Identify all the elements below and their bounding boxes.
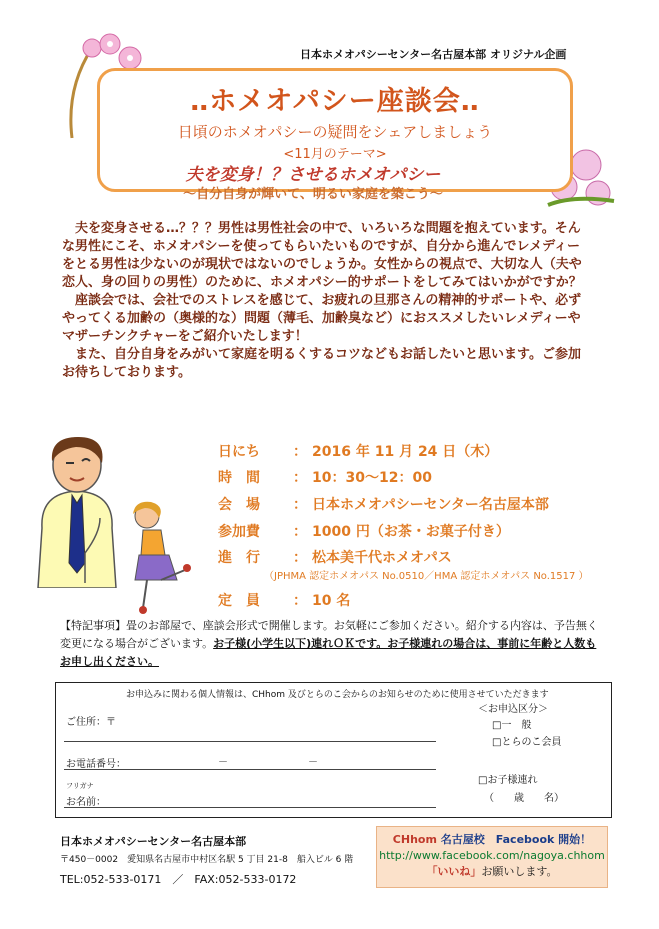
option-member[interactable]: □とらのこ会員 — [492, 737, 562, 748]
footer-address: 〒450－0002 愛知県名古屋市中村区名駅 5 丁目 21-8 船入ビル 6 階 — [60, 855, 354, 865]
detail-colon: ： — [293, 470, 307, 486]
facebook-box — [376, 826, 608, 888]
special-notes — [60, 617, 600, 671]
woman-illustration — [125, 500, 200, 615]
category-title: ＜お申込区分＞ — [478, 704, 548, 715]
detail-value: 松本美千代ホメオパス — [312, 550, 452, 566]
like-rest: お願いします。 — [481, 865, 558, 878]
furigana-label: フリガナ — [66, 782, 94, 790]
body-paragraph: 夫を変身させる…？？？男性は男性社会の中で、いろいろな問題を抱えています。そんな男性にこそ、ホメオパシーを使ってもらいたいものですが、自分から進んでレメディーをとる男性は少ないのが現状ではないのでしょうか。女性からの視点で、大切な人（夫や恋人、身の回りの男性）のために、ホメオパシー的サポートをしてみてはいかがですか？ — [62, 221, 582, 290]
event-subtitle: 日頃のホメオパシーの疑問をシェアしましょう — [177, 123, 493, 141]
name-line[interactable] — [64, 807, 436, 808]
body-paragraph: また、自分自身をみがいて家庭を明るくするコツなどもお話したいと思います。ご参加お待ちしております。 — [62, 347, 581, 380]
detail-value: 日本ホメオパシーセンター名古屋本部 — [312, 497, 549, 513]
organization-header: 日本ホメオパシーセンター名古屋本部 オリジナル企画 — [300, 48, 567, 61]
kids-age-count: （ 歳 名） — [484, 793, 564, 804]
address-line[interactable] — [64, 741, 436, 742]
phone-line[interactable] — [64, 769, 436, 770]
body-paragraph: 座談会では、会社でのストレスを感じて、お疲れの旦那さんの精神的サポートや、必ずやってくる加齢の（奥様的な）問題（薄毛、加齢臭など）におススメしたいレメディーやマザーチンクチャーをご紹介いたします！ — [62, 293, 582, 344]
facebook-url-link[interactable]: http://www.facebook.com/nagoya.chhom — [379, 849, 605, 862]
footer-contact — [60, 832, 353, 889]
detail-venue — [218, 494, 549, 514]
like-word: 「いいね」 — [426, 865, 482, 878]
detail-label: 進 行 — [218, 550, 260, 566]
facebook-like-request — [377, 864, 607, 880]
detail-colon: ： — [293, 550, 307, 566]
facebook-title — [377, 832, 607, 848]
detail-value: 1000 円（お茶・お菓子付き） — [312, 524, 510, 540]
body-text — [62, 220, 582, 382]
detail-colon: ： — [293, 497, 307, 513]
detail-fee — [218, 521, 510, 541]
name-label: お名前： — [66, 797, 106, 808]
facebook-brand: CHhom — [392, 833, 437, 846]
detail-colon: ： — [293, 444, 307, 460]
phone-separator: － — [308, 757, 318, 768]
detail-label: 日にち — [218, 444, 260, 460]
detail-colon: ： — [293, 593, 307, 609]
host-credentials: （JPHMA 認定ホメオパス No.0510／HMA 認定ホメオパス No.1517 ） — [264, 571, 589, 582]
detail-label: 会 場 — [218, 497, 260, 513]
detail-colon: ： — [293, 524, 307, 540]
detail-date — [218, 441, 498, 461]
privacy-notice: お申込みに関わる個人情報は、CHhom 及びとらのこ会からのお知らせのために使用させていただきます — [126, 690, 549, 700]
detail-label: 定 員 — [218, 593, 260, 609]
detail-value: 2016 年 11 月 24 日（木） — [312, 444, 499, 460]
theme-label: <11月のテーマ> — [283, 147, 387, 162]
phone-label: お電話番号： — [66, 759, 126, 770]
address-label: ご住所：〒 — [66, 717, 116, 728]
event-title: ‥ホメオパシー座談会‥ — [190, 86, 480, 117]
option-with-kids[interactable]: □お子様連れ — [478, 775, 538, 786]
detail-host — [218, 547, 452, 567]
application-form — [55, 682, 612, 818]
footer-org: 日本ホメオパシーセンター名古屋本部 — [60, 835, 247, 848]
detail-label: 時 間 — [218, 470, 260, 486]
notes-text: 畳のお部屋で、座談会形式で開催します。お気軽にご参加ください。紹介する内容は、予告無く変更になる場合がございます。 — [60, 619, 598, 650]
notes-children-info: お子様(小学生以下)連れＯＫです。お子様連れの場合は、事前に年齢と人数もお申し出ください。 — [60, 637, 597, 668]
detail-time — [218, 467, 432, 487]
detail-capacity — [218, 590, 350, 610]
theme-title: 夫を変身！？させるホメオパシー — [185, 165, 441, 185]
theme-subtitle: ～自分自身が輝いて、明るい家庭を築こう～ — [183, 187, 443, 202]
footer-tel-fax: TEL:052-533-0171 ／ FAX:052-533-0172 — [60, 873, 297, 886]
detail-value: 10 名 — [312, 593, 351, 609]
option-general[interactable]: □一 般 — [492, 720, 532, 731]
detail-value: 10：30～12：00 — [312, 470, 432, 486]
notes-label: 【特記事項】 — [60, 619, 126, 632]
man-illustration — [30, 433, 125, 588]
detail-label: 参加費 — [218, 524, 260, 540]
facebook-title-rest: 名古屋校 Facebook 開始！ — [436, 833, 592, 846]
phone-separator: － — [218, 757, 228, 768]
